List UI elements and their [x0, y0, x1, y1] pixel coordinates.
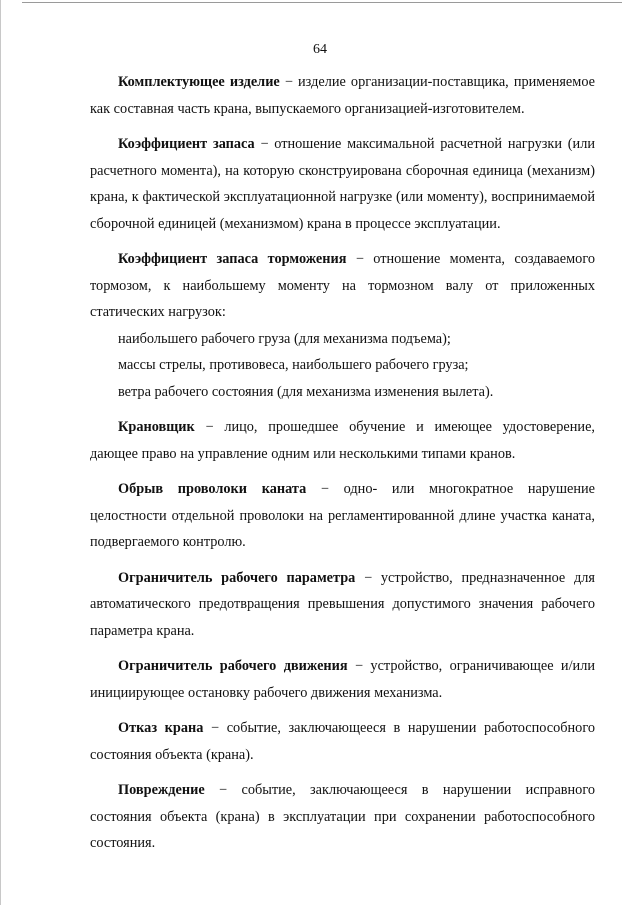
definition-entry — [90, 565, 595, 645]
definition-term: Ограничитель рабочего движения — [118, 658, 348, 674]
top-scan-rule — [22, 2, 622, 3]
document-body — [90, 69, 595, 866]
list-item: наибольшего рабочего груза (для механизма подъема); — [118, 330, 451, 347]
definition-term: Повреждение — [118, 782, 205, 798]
definition-text: − событие, заключающееся в нарушении исправного состояния объекта (крана) в эксплуатации при сохранении работоспособного состояния. — [90, 782, 595, 851]
definition-entry — [90, 653, 595, 706]
definition-term: Коэффициент запаса — [118, 136, 255, 152]
definition-text: − отношение момента, создаваемого тормозом, к наибольшему моменту на тормозном валу от приложенных статических нагрузок: — [90, 251, 595, 320]
definition-term: Коэффициент запаса торможения — [118, 251, 347, 267]
definition-text: − лицо, прошедшее обучение и имеющее удостоверение, дающее право на управление одним или несколькими типами кранов. — [90, 419, 595, 462]
definition-entry — [90, 246, 595, 326]
definition-text: − отношение максимальной расчетной нагрузки (или расчетного момента), на которую сконструирована сборочная единица (механизм) крана, к фактической эксплуатационной нагрузке (или моменту), воспринимаемой сборочной единицей (механизмом) крана в процессе эксплуатации. — [90, 136, 595, 232]
definition-term: Отказ крана — [118, 720, 204, 736]
definition-term: Ограничитель рабочего параметра — [118, 569, 356, 586]
definition-term: Комплектующее изделие — [118, 74, 280, 90]
definition-entry — [90, 69, 595, 122]
definition-text: − устройство, предназначенное для автоматического предотвращения превышения допустимого значения рабочего параметра крана. — [90, 569, 595, 639]
braking-load-list — [90, 326, 595, 406]
definition-text: − событие, заключающееся в нарушении работоспособного состояния объекта (крана). — [90, 720, 595, 763]
definition-entry — [90, 131, 595, 237]
definition-entry — [90, 715, 595, 768]
page-number: 64 — [313, 42, 327, 57]
page-left-edge — [0, 0, 1, 905]
definition-term: Крановщик — [118, 419, 195, 435]
definition-entry — [90, 476, 595, 556]
definition-text: − одно- или многократное нарушение целостности отдельной проволоки на регламентированной длине участка каната, подвергаемого контролю. — [90, 481, 595, 550]
definition-entry — [90, 777, 595, 857]
definition-entry — [90, 414, 595, 467]
definition-text: − устройство, ограничивающее и/или инициирующее остановку рабочего движения механизма. — [90, 658, 595, 701]
list-item: ветра рабочего состояния (для механизма изменения вылета). — [118, 383, 494, 400]
definition-term: Обрыв проволоки каната — [118, 481, 307, 497]
definition-text: − изделие организации-поставщика, применяемое как составная часть крана, выпускаемого организацией-изготовителем. — [90, 74, 595, 117]
list-item: массы стрелы, противовеса, наибольшего рабочего груза; — [118, 357, 469, 373]
